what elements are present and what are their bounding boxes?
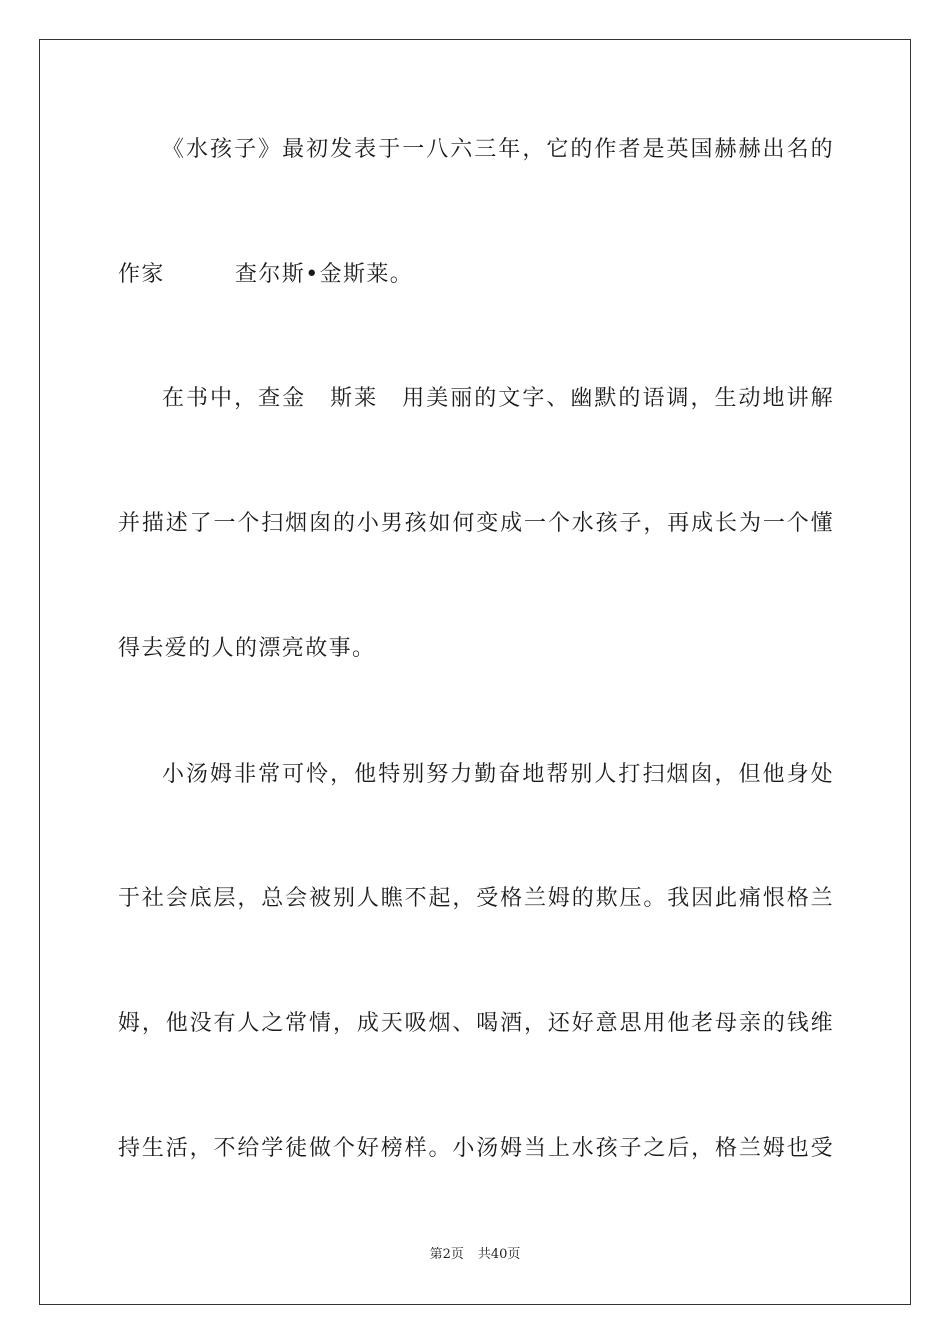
paragraph-line: 在书中，查金 斯莱 用美丽的文字、幽默的语调，生动地讲解 (162, 386, 834, 411)
page-total: 共40页 (477, 1247, 521, 1262)
paragraph-line: 姆，他没有人之常情，成天吸烟、喝酒，还好意思用他老母亲的钱维 (118, 1011, 834, 1036)
paragraph-line: 得去爱的人的漂亮故事。 (118, 636, 376, 661)
page-footer (0, 1246, 950, 1264)
paragraph-line: 于社会底层，总会被别人瞧不起，受格兰姆的欺压。我因此痛恨格兰 (118, 886, 834, 911)
page-number: 第2页 (429, 1247, 464, 1262)
paragraph-line: 作家 查尔斯•金斯莱。 (118, 262, 414, 287)
paragraph-line: 并描述了一个扫烟囱的小男孩如何变成一个水孩子，再成长为一个懂 (118, 511, 834, 536)
page-frame (39, 39, 911, 1305)
paragraph-line: 《水孩子》最初发表于一八六三年，它的作者是英国赫赫出名的 (162, 137, 834, 162)
paragraph-line: 小汤姆非常可怜，他特别努力勤奋地帮别人打扫烟囱，但他身处 (162, 762, 834, 787)
paragraph-line: 持生活，不给学徒做个好榜样。小汤姆当上水孩子之后，格兰姆也受 (118, 1136, 834, 1161)
